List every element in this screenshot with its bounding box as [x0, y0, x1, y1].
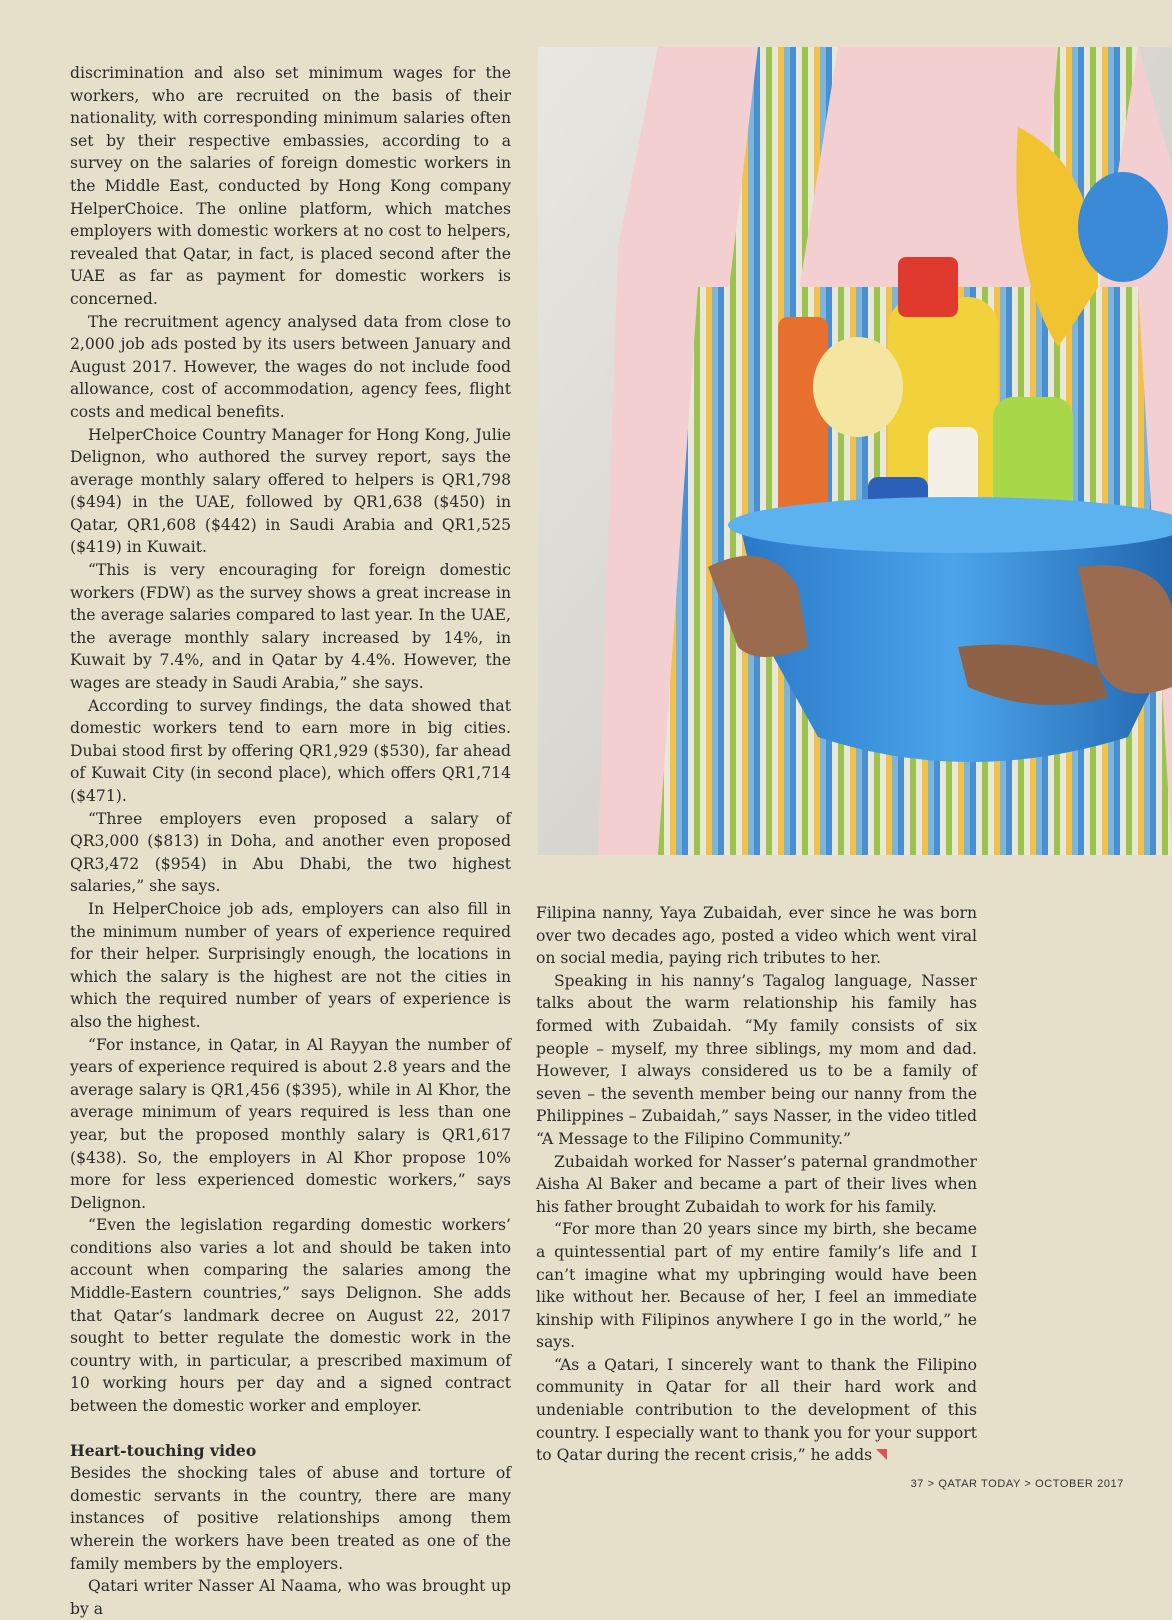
paragraph: Qatari writer Nasser Al Naama, who was brought up by a [70, 1577, 511, 1618]
page-footer: 37 > QATAR TODAY > OCTOBER 2017 [910, 1478, 1124, 1490]
paragraph: “For instance, in Qatar, in Al Rayyan the number of years of experience required is about 2.8 years and the average salary is QR1,456 ($395), while in Al Khor, the average minimum of years required is less than one year, but the proposed monthly salary is QR1,617 ($438). So, the employers in Al Khor propose 10% more for less experienced domestic workers,” says Delignon. [70, 1035, 511, 1212]
paragraph: Besides the shocking tales of abuse and torture of domestic servants in the country, there are many instances of positive relationships among them wherein the workers have been treated as one of the family members by the employers. [70, 1464, 511, 1573]
paragraph: According to survey findings, the data showed that domestic workers tend to earn more in big cities. Dubai stood first by offering QR1,929 ($530), far ahead of Kuwait City (in second place), which offers QR1,714 ($471). [70, 696, 511, 805]
paragraph: discrimination and also set minimum wages for the workers, who are recruited on the basis of their nationality, with corresponding minimum salaries often set by their respective embassies, according to a survey on the salaries of foreign domestic workers in the Middle East, conducted by Hong Kong company HelperChoice. The online platform, which matches employers with domestic workers at no cost to helpers, revealed that Qatar, in fact, is placed second after the UAE as far as payment for domestic workers is concerned. [70, 64, 511, 308]
paragraph: The recruitment agency analysed data from close to 2,000 job ads posted by its users between January and August 2017. However, the wages do not include food allowance, cost of accommodation, agency fees, flight costs and medical benefits. [70, 312, 511, 421]
final-paragraph-text: “As a Qatari, I sincerely want to thank the Filipino community in Qatar for all their hard work and undeniable contribution to the development of this country. I especially want to thank you for your support to Qatar during the recent crisis,” he adds [536, 1355, 977, 1465]
section-subheading: Heart-touching video [70, 1440, 257, 1460]
article-photo [538, 47, 1172, 855]
paragraph: Speaking in his nanny’s Tagalog language, Nasser talks about the warm relationship his family has formed with Zubaidah. “My family consists of six people – myself, my three siblings, my mom and dad. However, I always considered us to be a family of seven – the seventh member being our nanny from the Philippines – Zubaidah,” says Nasser, in the video titled “A Message to the Filipino Community.” [536, 971, 977, 1148]
final-paragraph [536, 1354, 977, 1467]
paragraph: “For more than 20 years since my birth, she became a quintessential part of my entire family’s life and I can’t imagine what my upbringing would have been like without her. Because of her, I feel an immediate kinship with Filipinos anywhere I go in the world,” he says. [536, 1220, 977, 1352]
end-mark-icon [876, 1449, 887, 1460]
paragraph: Zubaidah worked for Nasser’s paternal grandmother Aisha Al Baker and became a part of their lives when his father brought Zubaidah to work for his family. [536, 1152, 977, 1216]
paragraph: “Three employers even proposed a salary of QR3,000 ($813) in Doha, and another even proposed QR3,472 ($954) in Abu Dhabi, the two highest salaries,” she says. [70, 809, 511, 896]
article-column-left [70, 62, 511, 1620]
paragraph: “This is very encouraging for foreign domestic workers (FDW) as the survey shows a great increase in the average salaries compared to last year. In the UAE, the average monthly salary increased by 14%, in Kuwait by 7.4%, and in Qatar by 4.4%. However, the wages are steady in Saudi Arabia,” she says. [70, 561, 511, 693]
paragraph: In HelperChoice job ads, employers can also fill in the minimum number of years of experience required for their helper. Surprisingly enough, the locations in which the salary is the highest are not the cities in which the required number of years of experience is also the highest. [70, 899, 511, 1031]
cleaning-supplies-illustration [538, 47, 1172, 855]
paragraph: HelperChoice Country Manager for Hong Kong, Julie Delignon, who authored the survey report, says the average monthly salary offered to helpers is QR1,798 ($494) in the UAE, followed by QR1,638 ($450) in Qatar, QR1,608 ($442) in Saudi Arabia and QR1,525 ($419) in Kuwait. [70, 425, 511, 557]
article-column-right [536, 902, 977, 1467]
paragraph: “Even the legislation regarding domestic workers’ conditions also varies a lot and should be taken into account when comparing the salaries among the Middle-Eastern countries,” says Delignon. She adds that Qatar’s landmark decree on August 22, 2017 sought to better regulate the domestic work in the country with, in particular, a prescribed maximum of 10 working hours per day and a signed contract between the domestic worker and employer. [70, 1216, 511, 1416]
paragraph: Filipina nanny, Yaya Zubaidah, ever since he was born over two decades ago, posted a video which went viral on social media, paying rich tributes to her. [536, 904, 977, 968]
